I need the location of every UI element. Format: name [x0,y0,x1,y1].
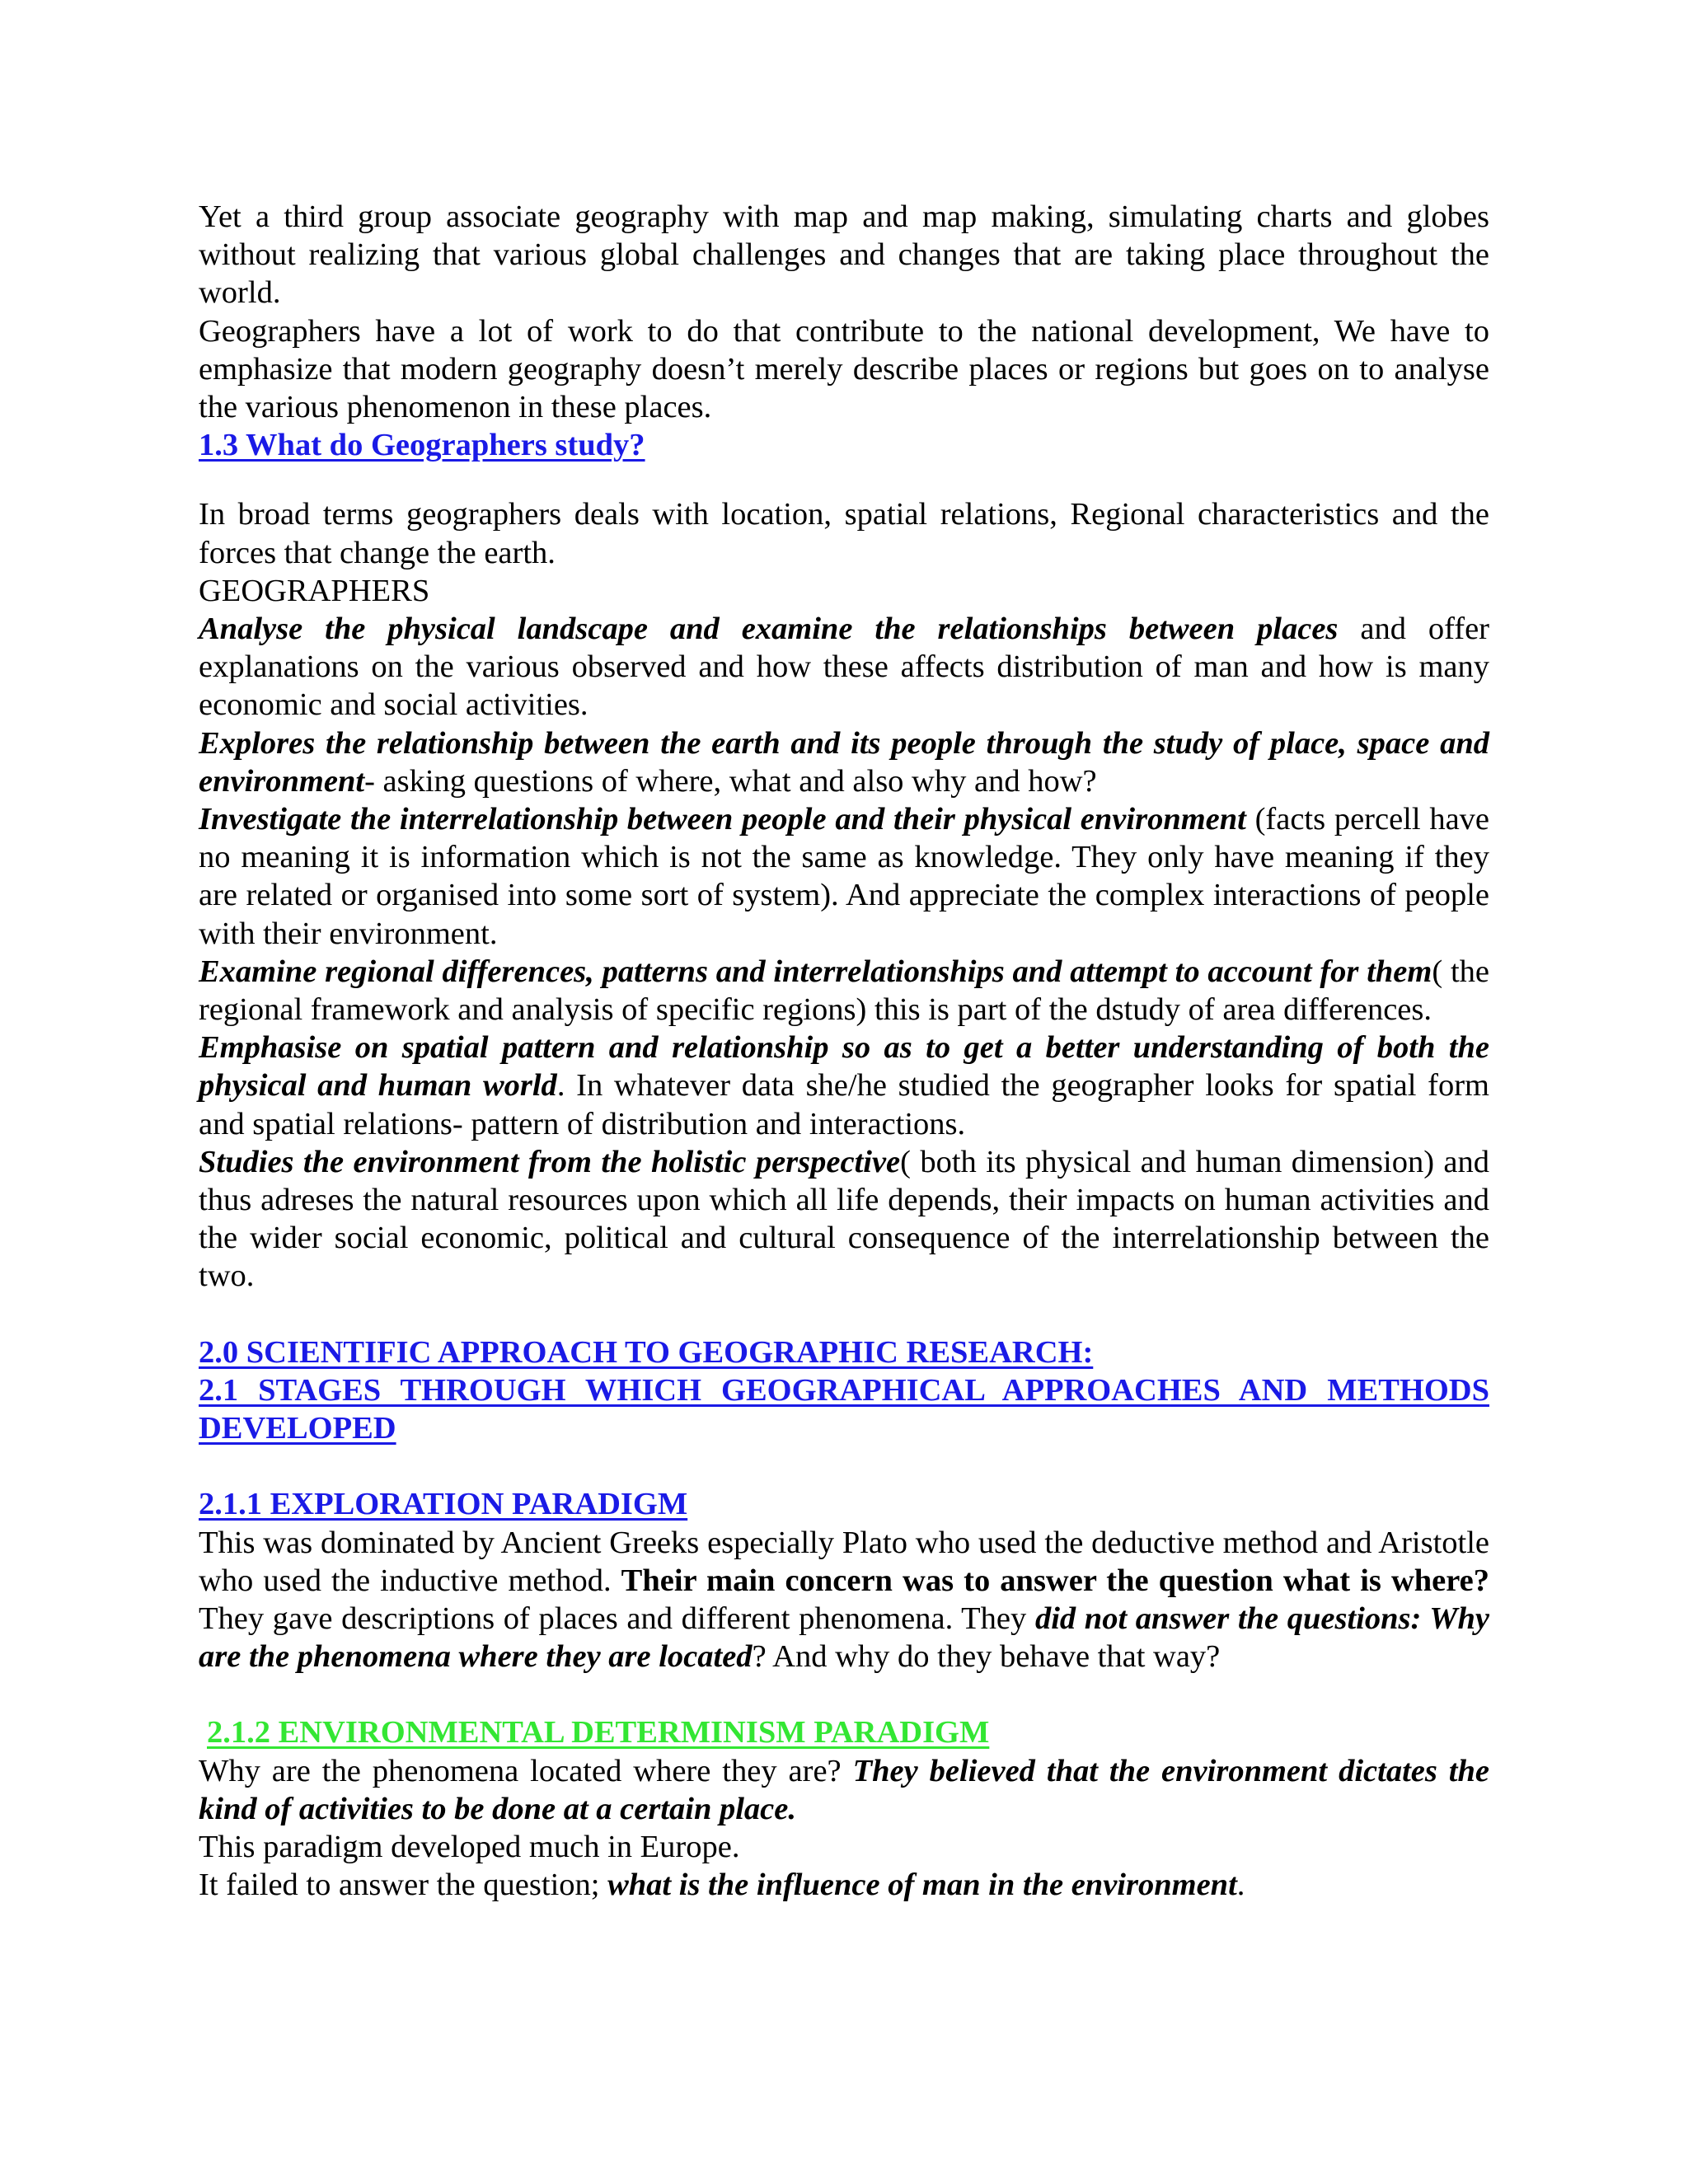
list-item-text: (facts percell have no meaning it is information which is not the same as knowledge. They only have meaning if they are related or organised into some sort of system). And appreciate the complex interactions of people with their environment. [199,802,1489,951]
heading-2-0[interactable]: 2.0 SCIENTIFIC APPROACH TO GEOGRAPHIC RESEARCH: [199,1334,1094,1370]
paragraph-broad-terms: In broad terms geographers deals with location, spatial relations, Regional characteristics and the forces that change the earth. [199,497,1489,570]
list-item-lead: Examine regional differences, patterns and interrelationships and attempt to account for them [199,954,1432,989]
list-item-explores [199,724,1489,800]
list-item-studies [199,1143,1489,1296]
spacer [199,1296,1489,1333]
paragraph-environmental-determinism [199,1752,1489,1828]
list-item-lead: Explores the relationship between the earth and its people through the study of place, space and environment [199,725,1489,799]
spacer [199,464,1489,495]
heading-1-3[interactable]: 1.3 What do Geographers study? [199,428,645,463]
list-item-analyse [199,610,1489,724]
heading-2-1-1[interactable]: 2.1.1 EXPLORATION PARADIGM [199,1487,688,1522]
text-run-bold-italic: They believed that the environment dictates the kind of activities to be done at a certain place. [199,1753,1489,1826]
list-item-text: ( the regional framework and analysis of specific regions) this is part of the dstudy of area differences. [199,954,1489,1028]
list-item-emphasise [199,1029,1489,1143]
paragraph-europe: This paradigm developed much in Europe. [199,1829,740,1864]
text-run: . [1236,1868,1245,1903]
paragraph-geographers-label: GEOGRAPHERS [199,573,430,608]
list-item-text: . In whatever data she/he studied the geographer looks for spatial form and spatial relations- pattern of distribution and interactions. [199,1068,1489,1141]
list-item-text: ( both its physical and human dimension) and thus adreses the natural resources upon which all life depends, their impacts on human activities and the wider social economic, political and cultural consequence of the interrelationship between the two. [199,1144,1490,1294]
list-item-lead: Emphasise on spatial pattern and relationship so as to get a better understanding of both the physical and human world [199,1030,1489,1104]
paragraph-failed-question [199,1866,1489,1904]
list-item-examine [199,953,1489,1029]
text-run-bold-italic: did not answer the questions: Why are the phenomena where they are located [199,1601,1489,1675]
list-item-text: and offer explanations on the various observed and how these affects distribution of man and how is many economic and social activities. [199,612,1489,723]
paragraph-national-development: Geographers have a lot of work to do that contribute to the national development, We have to emphasize that modern geography doesn’t merely describe places or regions but goes on to analyse the various phenomenon in these places. [199,313,1489,425]
document-page [199,198,1489,1904]
list-item-lead: Analyse the physical landscape and examine the relationships between places [199,612,1339,647]
spacer [199,1447,1489,1485]
list-item-text: - asking questions of where, what and also why and how? [364,763,1097,799]
spacer [199,1675,1489,1713]
text-run: Why are the phenomena located where they are? [199,1753,853,1788]
text-run: ? And why do they behave that way? [752,1639,1221,1675]
text-run-bold-italic: what is the influence of man in the environment [607,1868,1237,1903]
heading-2-1[interactable]: 2.1 STAGES THROUGH WHICH GEOGRAPHICAL APPROACHES AND METHODS DEVELOPED [199,1372,1489,1446]
text-run: It failed to answer the question; [199,1868,608,1903]
list-item-lead: Investigate the interrelationship between people and their physical environment [199,802,1246,837]
text-run: They gave descriptions of places and different phenomena. They [199,1601,1035,1636]
text-run: This was dominated by Ancient Greeks especially Plato who used the deductive method and Aristotle who used the inductive method. [199,1525,1489,1598]
heading-2-1-2[interactable]: 2.1.2 ENVIRONMENTAL DETERMINISM PARADIGM [207,1715,990,1750]
paragraph-map-making: Yet a third group associate geography with map and map making, simulating charts and globes without realizing that various global challenges and changes that are taking place throughout the world. [199,199,1489,311]
paragraph-exploration [199,1524,1489,1676]
list-item-lead: Studies the environment from the holistic perspective [199,1144,901,1179]
list-item-investigate [199,800,1489,953]
text-run-bold: Their main concern was to answer the question what is where? [621,1563,1489,1598]
